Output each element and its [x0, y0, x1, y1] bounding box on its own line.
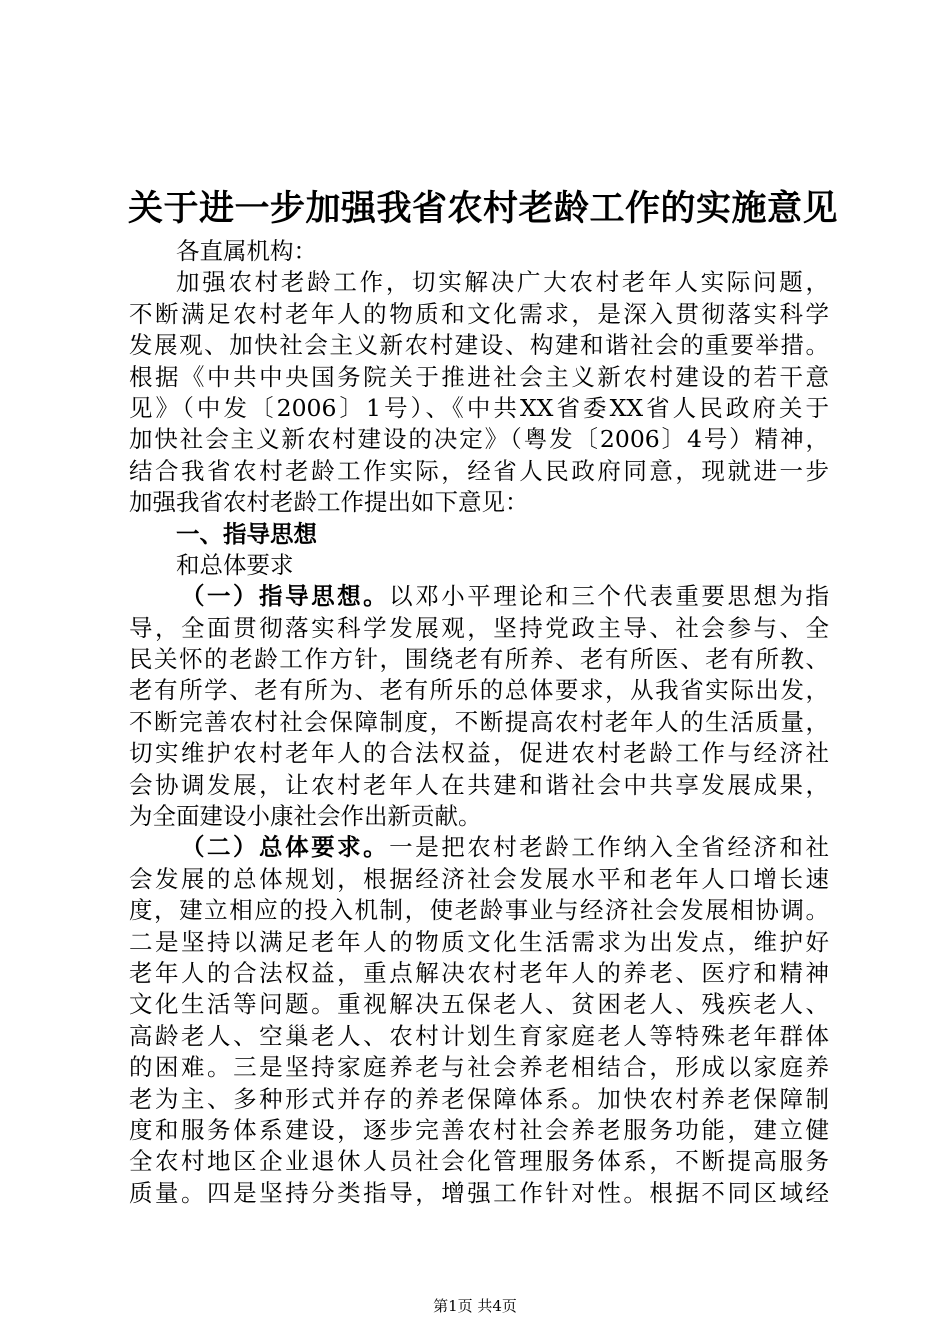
document-body: [129, 236, 829, 1209]
paragraph-text: 以邓小平理论和三个代表重要思想为指: [389, 582, 830, 611]
paragraph-line: 民关怀的老龄工作方针，围绕老有所养、老有所医、老有所教、: [129, 645, 829, 674]
paragraph-line: 不断完善农村社会保障制度，不断提高农村老年人的生活质量，: [129, 707, 829, 736]
paragraph-line: 为全面建设小康社会作出新贡献。: [129, 802, 482, 831]
subheading-guiding-thought: （一）指导思想。: [181, 582, 390, 611]
paragraph-line: 度和服务体系建设，逐步完善农村社会养老服务功能，建立健: [129, 1115, 829, 1144]
section-heading-continued: 和总体要求: [176, 550, 294, 579]
page-footer: 第1页 共4页: [433, 1297, 517, 1315]
paragraph-line: 见》（中发〔2006〕1号）、《中共XX省委XX省人民政府关于: [129, 393, 829, 422]
paragraph-line: 不断满足农村老年人的物质和文化需求，是深入贯彻落实科学: [129, 299, 829, 328]
paragraph-line: 结合我省农村老龄工作实际，经省人民政府同意，现就进一步: [129, 456, 829, 485]
paragraph-line: 加快社会主义新农村建设的决定》（粤发〔2006〕4号）精神，: [129, 425, 829, 454]
paragraph-line: 会协调发展，让农村老年人在共建和谐社会中共享发展成果，: [129, 770, 829, 799]
paragraph-line: [129, 832, 829, 863]
paragraph-line: 全农村地区企业退休人员社会化管理服务体系，不断提高服务: [129, 1147, 829, 1176]
paragraph-line: [129, 581, 829, 612]
paragraph-text: 一是把农村老龄工作纳入全省经济和社: [389, 833, 830, 862]
paragraph-line: 老年人的合法权益，重点解决农村老年人的养老、医疗和精神: [129, 958, 829, 987]
paragraph-line: 发展观、加快社会主义新农村建设、构建和谐社会的重要举措。: [129, 331, 829, 360]
paragraph-line: 二是坚持以满足老年人的物质文化生活需求为出发点，维护好: [129, 927, 829, 956]
paragraph-line: 老有所学、老有所为、老有所乐的总体要求，从我省实际出发，: [129, 676, 829, 705]
subheading-general-requirements: （二）总体要求。: [181, 833, 390, 862]
paragraph-line: 切实维护农村老年人的合法权益，促进农村老龄工作与经济社: [129, 739, 829, 768]
salutation: 各直属机构：: [176, 237, 317, 265]
paragraph-line: 质量。四是坚持分类指导，增强工作针对性。根据不同区域经: [129, 1178, 829, 1207]
paragraph-line: 文化生活等问题。重视解决五保老人、贫困老人、残疾老人、: [129, 990, 829, 1019]
paragraph-line: 度，建立相应的投入机制，使老龄事业与经济社会发展相协调。: [129, 896, 829, 925]
paragraph-line: 老为主、多种形式并存的养老保障体系。加快农村养老保障制: [129, 1084, 829, 1113]
paragraph-line: 高龄老人、空巢老人、农村计划生育家庭老人等特殊老年群体: [129, 1021, 829, 1050]
paragraph-line: 加强我省农村老龄工作提出如下意见：: [129, 488, 529, 517]
paragraph-line: 根据《中共中央国务院关于推进社会主义新农村建设的若干意: [129, 362, 829, 391]
paragraph-line: 加强农村老龄工作，切实解决广大农村老年人实际问题，: [176, 268, 829, 297]
section-heading: 一、指导思想: [176, 519, 317, 548]
paragraph-line: 导，全面贯彻落实科学发展观，坚持党政主导、社会参与、全: [129, 613, 829, 642]
paragraph-line: 的困难。三是坚持家庭养老与社会养老相结合，形成以家庭养: [129, 1053, 829, 1082]
document-title: 关于进一步加强我省农村老龄工作的实施意见: [128, 188, 839, 229]
paragraph-line: 会发展的总体规划，根据经济社会发展水平和老年人口增长速: [129, 864, 829, 893]
